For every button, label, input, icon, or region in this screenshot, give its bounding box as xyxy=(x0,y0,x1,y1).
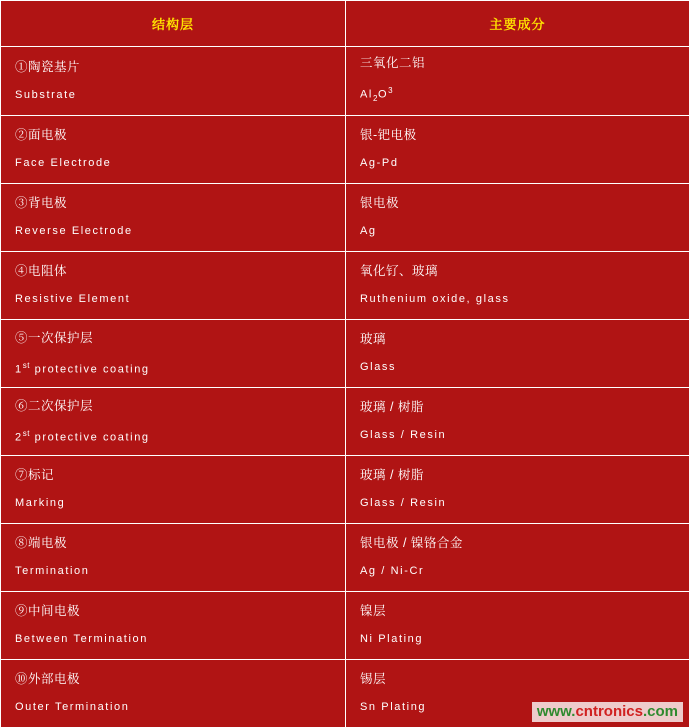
table-header-row xyxy=(1,1,689,47)
layer-label-cn: ④电阻体 xyxy=(15,263,333,280)
layer-label-cn: ⑤一次保护层 xyxy=(15,330,333,347)
cell-main-composition xyxy=(346,455,689,523)
material-label-en: Glass xyxy=(360,359,677,375)
watermark-brand: cntronics xyxy=(575,703,643,720)
watermark-prefix: www. xyxy=(537,703,576,720)
material-label-en: Ag-Pd xyxy=(360,155,677,171)
cell-main-composition xyxy=(346,523,689,591)
material-label-en: Ruthenium oxide, glass xyxy=(360,291,677,307)
layer-label-en: Marking xyxy=(15,495,333,511)
table-row xyxy=(1,47,689,116)
material-label-cn: 银电极 xyxy=(360,195,677,212)
cell-main-composition xyxy=(346,47,689,116)
table-row xyxy=(1,523,689,591)
layer-label-cn: ⑩外部电极 xyxy=(15,671,333,688)
material-label-en: Ag / Ni-Cr xyxy=(360,563,677,579)
cell-main-composition xyxy=(346,319,689,387)
cell-main-composition xyxy=(346,387,689,455)
table-row xyxy=(1,319,689,387)
watermark-suffix: .com xyxy=(643,703,678,720)
material-label-cn: 玻璃 / 树脂 xyxy=(360,399,677,416)
material-label-cn: 锡层 xyxy=(360,671,677,688)
cell-structure-layer xyxy=(1,47,346,116)
cell-structure-layer xyxy=(1,455,346,523)
table-row xyxy=(1,183,689,251)
layer-label-cn: ⑨中间电极 xyxy=(15,603,333,620)
material-label-en: Glass / Resin xyxy=(360,427,677,443)
layer-label-cn: ⑥二次保护层 xyxy=(15,398,333,415)
material-label-en: Sn Plating xyxy=(360,699,677,715)
layer-label-en: 1st protective coating xyxy=(15,358,333,378)
table-row xyxy=(1,251,689,319)
cell-structure-layer xyxy=(1,183,346,251)
layer-label-en: Outer Termination xyxy=(15,699,333,715)
material-label-cn: 镍层 xyxy=(360,603,677,620)
layer-label-en: Termination xyxy=(15,563,333,579)
cell-structure-layer xyxy=(1,115,346,183)
layer-label-cn: ⑦标记 xyxy=(15,467,333,484)
table-row xyxy=(1,115,689,183)
material-label-en: Ag xyxy=(360,223,677,239)
layer-label-en: Reverse Electrode xyxy=(15,223,333,239)
table-body xyxy=(1,47,689,728)
cell-main-composition xyxy=(346,251,689,319)
material-label-cn: 银电极 / 镍铬合金 xyxy=(360,535,677,552)
layer-label-cn: ⑧端电极 xyxy=(15,535,333,552)
material-label-cn: 氧化钌、玻璃 xyxy=(360,263,677,280)
material-label-en: Ni Plating xyxy=(360,631,677,647)
material-label-cn: 三氧化二铝 xyxy=(360,55,677,72)
material-label-cn: 玻璃 xyxy=(360,331,677,348)
layer-label-cn: ②面电极 xyxy=(15,127,333,144)
layer-label-en: Resistive Element xyxy=(15,291,333,307)
layer-label-cn: ③背电极 xyxy=(15,195,333,212)
site-watermark xyxy=(532,702,683,722)
table-head xyxy=(1,1,689,47)
cell-main-composition xyxy=(346,183,689,251)
cell-main-composition xyxy=(346,115,689,183)
table-row xyxy=(1,455,689,523)
layer-label-en: Substrate xyxy=(15,87,333,103)
column-header-structure-layer: 结构层 xyxy=(1,1,346,47)
table-row xyxy=(1,387,689,455)
material-label-cn: 玻璃 / 树脂 xyxy=(360,467,677,484)
layer-label-en: Between Termination xyxy=(15,631,333,647)
cell-main-composition xyxy=(346,591,689,659)
cell-structure-layer xyxy=(1,591,346,659)
cell-structure-layer xyxy=(1,523,346,591)
cell-structure-layer xyxy=(1,659,346,727)
table-row xyxy=(1,591,689,659)
cell-structure-layer xyxy=(1,387,346,455)
material-label-en: Glass / Resin xyxy=(360,495,677,511)
layer-label-en: 2st protective coating xyxy=(15,426,333,446)
material-label-en: $Al_2O^3$ xyxy=(360,83,677,107)
material-label-cn: 银-钯电极 xyxy=(360,127,677,144)
layer-label-cn: ①陶瓷基片 xyxy=(15,59,333,76)
cell-structure-layer xyxy=(1,251,346,319)
column-header-main-composition: 主要成分 xyxy=(346,1,689,47)
layer-label-en: Face Electrode xyxy=(15,155,333,171)
cell-structure-layer xyxy=(1,319,346,387)
